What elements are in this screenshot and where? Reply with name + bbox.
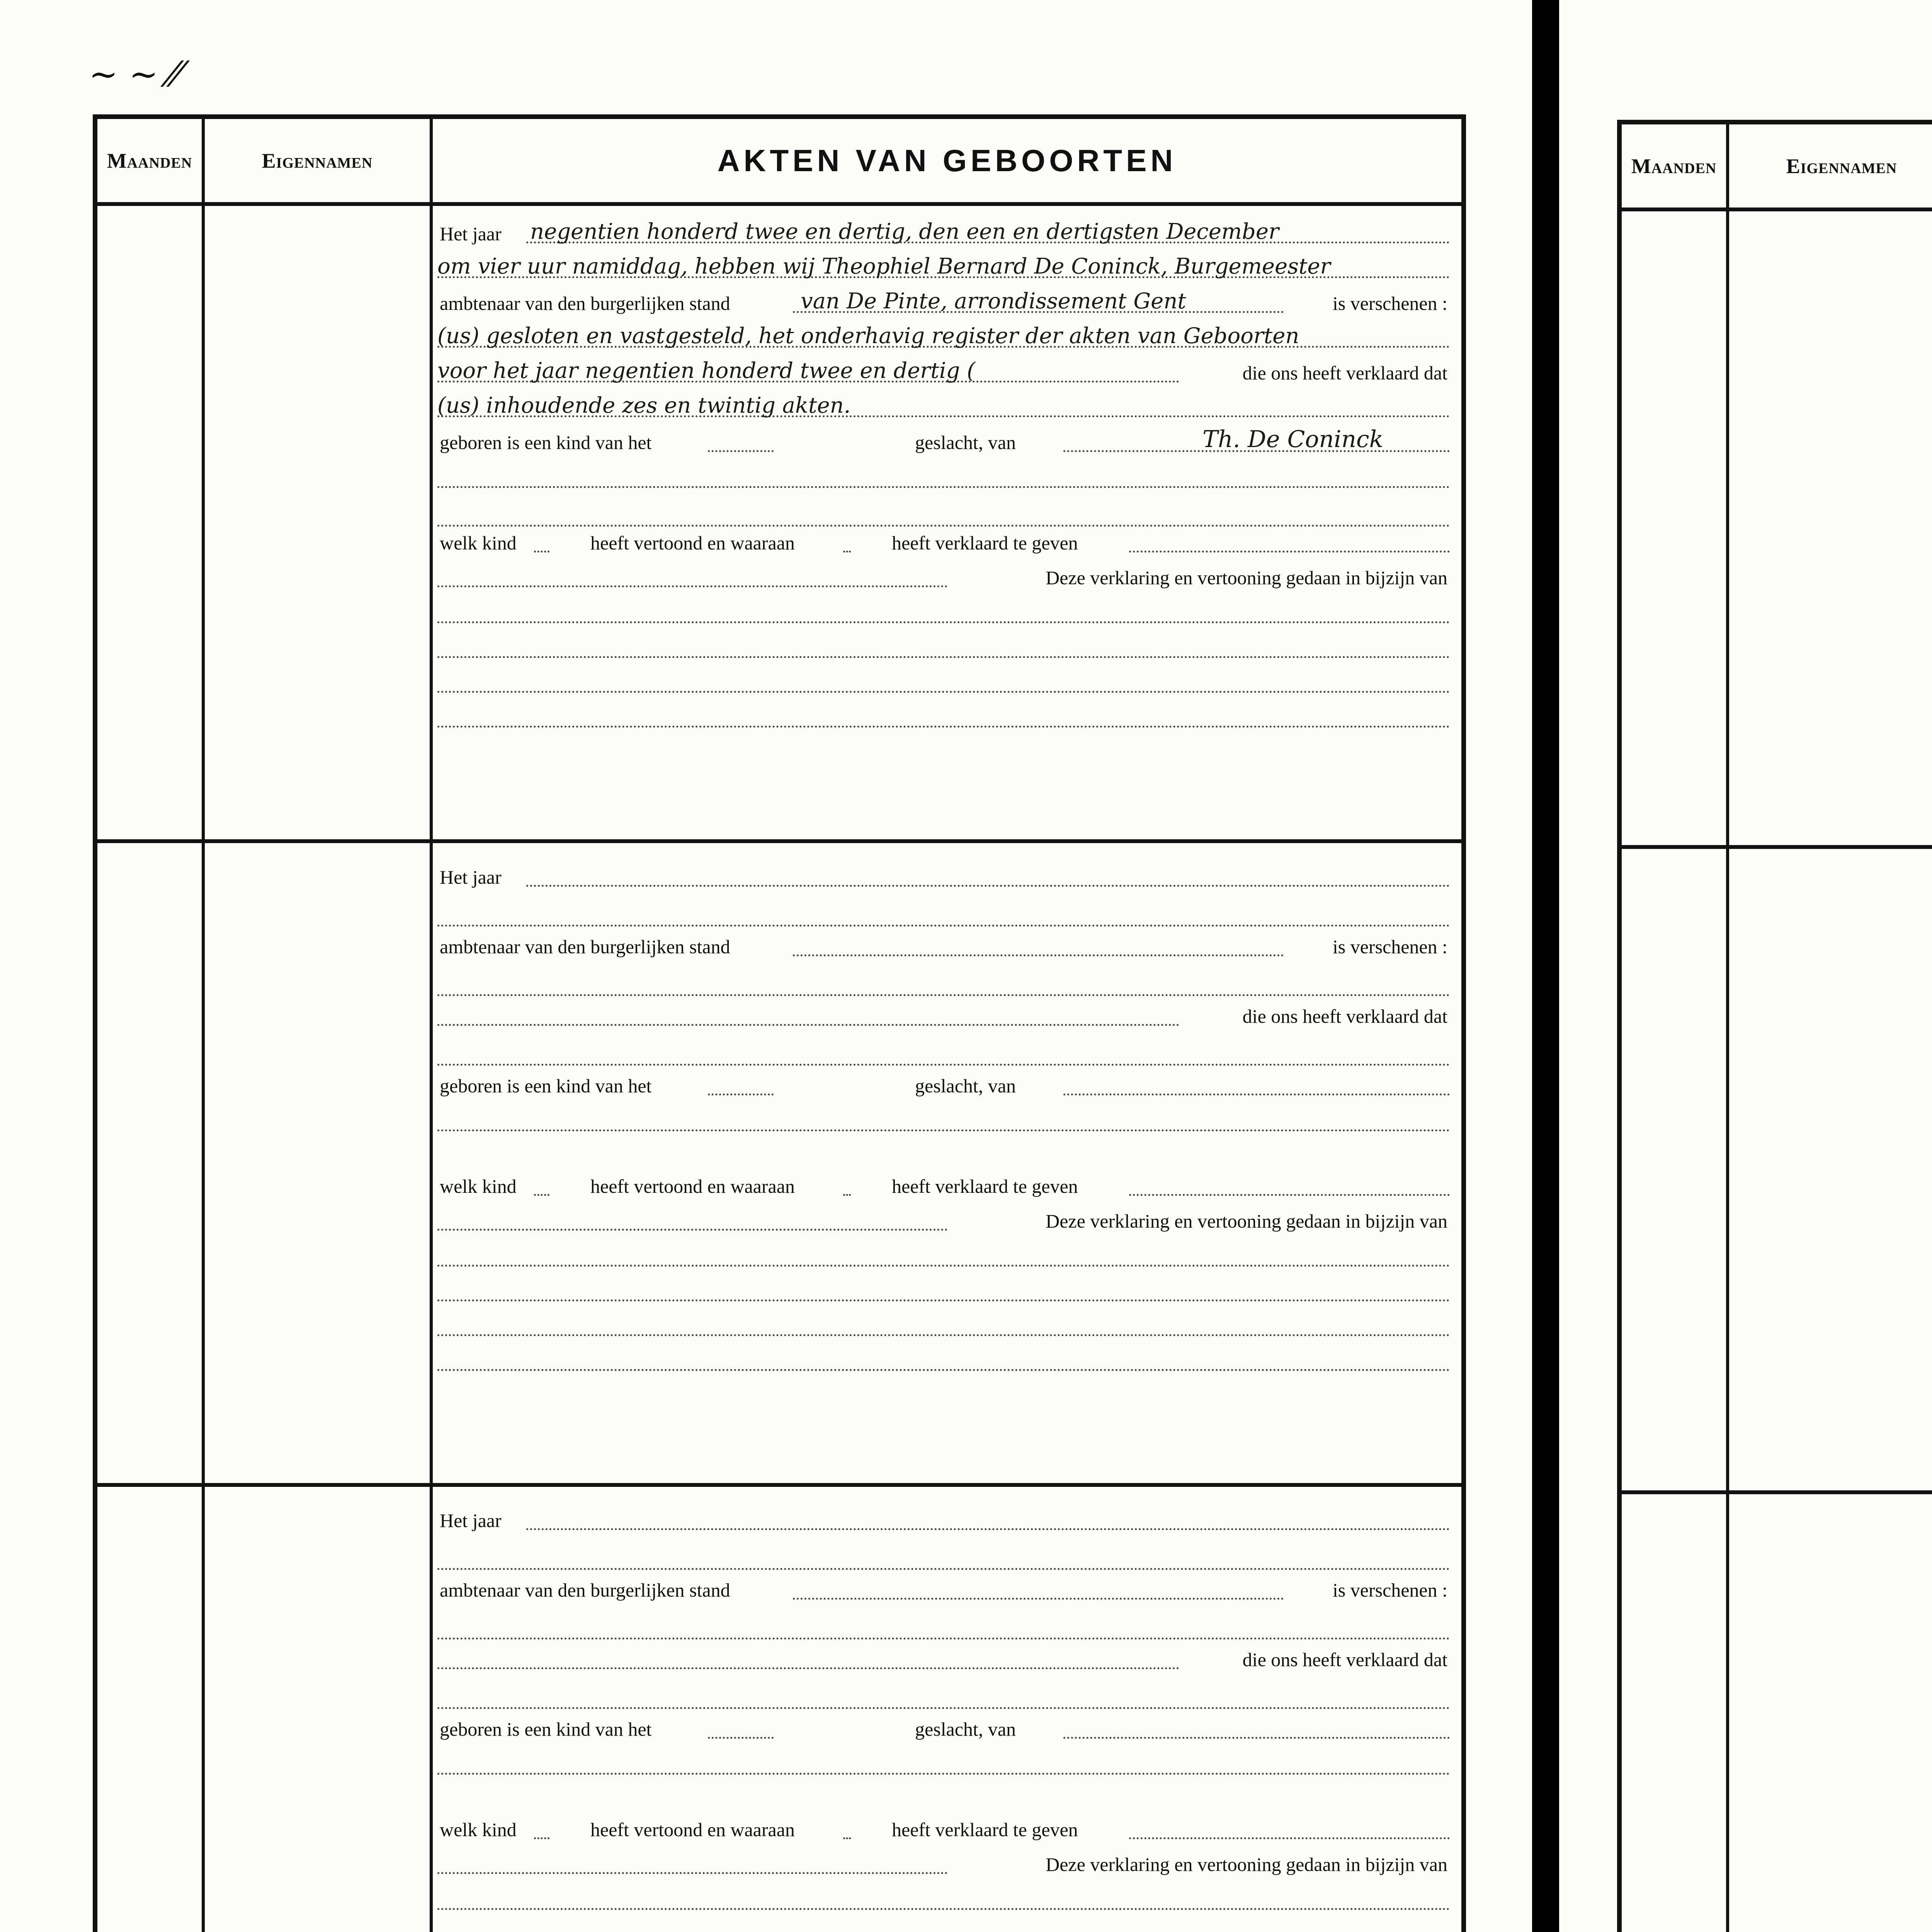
label-het-jaar: Het jaar: [437, 223, 504, 245]
label-geboren: geboren is een kind van het: [437, 1718, 654, 1740]
signature: Th. De Coninck: [1202, 426, 1383, 453]
label-geslacht: geslacht, van: [913, 1718, 1018, 1740]
register-title: AKTEN VAN GEBOORTEN: [717, 143, 1177, 178]
label-verklaard-te-geven: heeft verklaard te geven: [889, 532, 1080, 554]
label-welk-kind: welk kind: [437, 532, 519, 554]
handwritten-line-6: (us) inhoudende zes en twintig akten.: [437, 393, 851, 418]
label-is-verschenen: is verschenen :: [1330, 1579, 1450, 1601]
label-heeft-vertoond: heeft vertoond en waaraan: [588, 1818, 797, 1841]
top-left-scribble: ~ ~ ⁄⁄: [89, 54, 181, 95]
label-deze-verklaring: Deze verklaring en vertooning gedaan in bijzijn van: [1043, 1853, 1450, 1876]
col-names-header: Eigennamen: [262, 149, 373, 172]
label-verklaard-te-geven: heeft verklaard te geven: [889, 1175, 1080, 1197]
label-geboren: geboren is een kind van het: [437, 431, 654, 454]
label-ambtenaar: ambtenaar van den burgerlijken stand: [437, 935, 733, 958]
right-page: [1559, 0, 1932, 1932]
label-het-jaar: Het jaar: [437, 866, 504, 888]
label-heeft-vertoond: heeft vertoond en waaraan: [588, 532, 797, 554]
label-heeft-vertoond: heeft vertoond en waaraan: [588, 1175, 797, 1197]
label-geboren: geboren is een kind van het: [437, 1075, 654, 1097]
handwritten-line-4: (us) gesloten en vastgesteld, het onderhavig register der akten van Geboorten: [437, 323, 1299, 349]
label-die-ons: die ons heeft verklaard dat: [1240, 1648, 1450, 1671]
entry-2: [437, 863, 1450, 1477]
right-register-frame: [1617, 120, 1932, 1932]
label-ambtenaar: ambtenaar van den burgerlijken stand: [437, 1579, 733, 1601]
label-het-jaar: Het jaar: [437, 1509, 504, 1532]
label-welk-kind: welk kind: [437, 1175, 519, 1197]
col-months-header: Maanden: [1631, 154, 1717, 178]
label-deze-verklaring: Deze verklaring en vertooning gedaan in bijzijn van: [1043, 1210, 1450, 1232]
col-months-header: Maanden: [107, 149, 192, 172]
handwritten-line-1: negentien honderd twee en dertig, den een en dertigsten December: [530, 219, 1279, 244]
label-deze-verklaring: Deze verklaring en vertooning gedaan in bijzijn van: [1043, 566, 1450, 589]
handwritten-line-5: voor het jaar negentien honderd twee en dertig (: [437, 358, 975, 383]
col-names-header: Eigennamen: [1786, 154, 1897, 178]
label-die-ons: die ons heeft verklaard dat: [1240, 1005, 1450, 1027]
label-geslacht: geslacht, van: [913, 431, 1018, 454]
label-die-ons: die ons heeft verklaard dat: [1240, 362, 1450, 384]
label-ambtenaar: ambtenaar van den burgerlijken stand: [437, 292, 733, 315]
handwritten-line-3: van De Pinte, arrondissement Gent: [801, 289, 1186, 314]
left-register-frame: [93, 114, 1466, 1932]
label-verklaard-te-geven: heeft verklaard te geven: [889, 1818, 1080, 1841]
handwritten-line-2: om vier uur namiddag, hebben wij Theophiel Bernard De Coninck, Burgemeester: [437, 254, 1331, 279]
label-geslacht: geslacht, van: [913, 1075, 1018, 1097]
label-welk-kind: welk kind: [437, 1818, 519, 1841]
label-is-verschenen: is verschenen :: [1330, 935, 1450, 958]
entry-1: [437, 219, 1450, 834]
label-is-verschenen: is verschenen :: [1330, 292, 1450, 315]
entry-3: [437, 1506, 1450, 1932]
